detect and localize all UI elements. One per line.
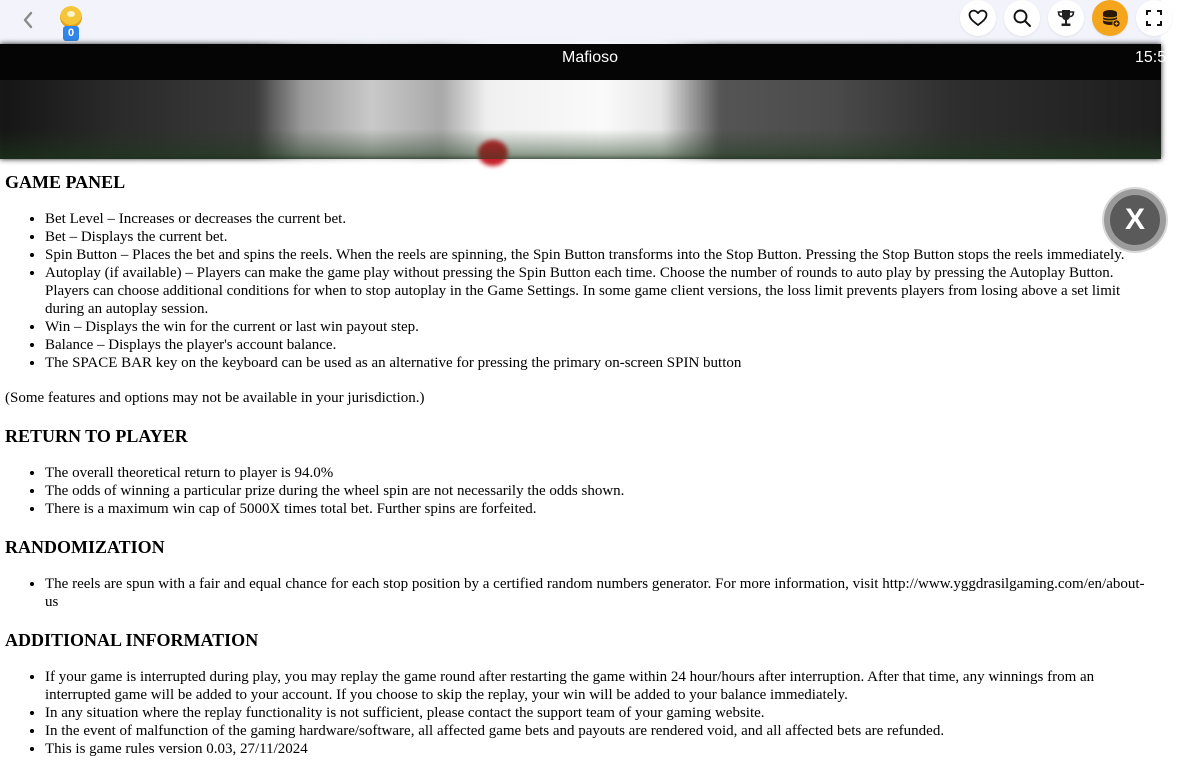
list-item: • Bet – Displays the current bet. xyxy=(45,228,1155,246)
coins-button[interactable] xyxy=(1092,0,1128,36)
list-item: • In any situation where the replay functionality is not sufficient, please contact the support team of your gaming website. xyxy=(45,704,1155,722)
list-item: • Win – Displays the win for the current or last win payout step. xyxy=(45,318,1155,336)
coin-icon xyxy=(60,6,82,28)
list-item: • If your game is interrupted during play, you may replay the game round after restarting the game within 24 hour/hours after interruption. After that time, any winnings from an interrupted game will be added to your account. If you choose to skip the replay, your win will be added to your balance immediately. xyxy=(45,668,1155,704)
section-randomization xyxy=(5,536,1155,611)
favorite-button[interactable] xyxy=(960,0,996,36)
section-return-to-player xyxy=(5,425,1155,518)
search-button[interactable] xyxy=(1004,0,1040,36)
list-item: • The overall theoretical return to player is 94.0% xyxy=(45,464,1155,482)
coin-count: 0 xyxy=(63,26,79,41)
list-item: • In the event of malfunction of the gaming hardware/software, all affected game bets and payouts are rendered void, and all affected bets are refunded. xyxy=(45,722,1155,740)
close-icon: X xyxy=(1110,195,1160,245)
top-app-bar xyxy=(0,0,1161,44)
list-item: • The odds of winning a particular prize during the wheel spin are not necessarily the odds shown. xyxy=(45,482,1155,500)
additional-list xyxy=(5,668,1155,758)
section-additional-information xyxy=(5,629,1155,758)
section-heading-rtp: RETURN TO PLAYER xyxy=(5,426,188,446)
list-item: • The reels are spun with a fair and equal chance for each stop position by a certified random numbers generator. For more information, visit http://www.yggdrasilgaming.com/en/about-us xyxy=(45,575,1155,611)
trophy-icon xyxy=(1056,8,1076,28)
section-heading-randomization: RANDOMIZATION xyxy=(5,537,165,557)
trophy-button[interactable] xyxy=(1048,0,1084,36)
section-heading-game-panel: GAME PANEL xyxy=(5,172,126,192)
list-item: • The SPACE BAR key on the keyboard can be used as an alternative for pressing the primary on-screen SPIN button xyxy=(45,354,1155,372)
back-button[interactable] xyxy=(14,6,42,34)
game-rules-document xyxy=(5,171,1155,758)
coin-balance-badge[interactable] xyxy=(56,4,86,40)
game-title: Mafioso xyxy=(561,49,619,66)
list-item: • Autoplay (if available) – Players can make the game play without pressing the Spin Button each time. Choose the number of rounds to auto play by pressing the Autoplay Button. Players can choose additional conditions for when to stop autoplay in the Game Settings. In some game client versions, the loss limit prevents players from losing above a set limit during an autoplay session. xyxy=(45,264,1155,318)
coins-icon xyxy=(1099,7,1121,29)
list-item: • This is game rules version 0.03, 27/11/2024 xyxy=(45,740,1155,758)
chevron-left-icon xyxy=(21,10,35,30)
section-heading-additional: ADDITIONAL INFORMATION xyxy=(5,630,259,650)
list-item: • Spin Button – Places the bet and spins the reels. When the reels are spinning, the Spin Button transforms into the Stop Button. Pressing the Stop Button stops the reels immediately. xyxy=(45,246,1155,264)
randomization-list xyxy=(5,575,1155,611)
game-clock: 15:5 xyxy=(1135,49,1167,66)
list-item: • Balance – Displays the player's account balance. xyxy=(45,336,1155,354)
fullscreen-icon xyxy=(1145,9,1163,27)
jurisdiction-note: (Some features and options may not be available in your jurisdiction.) xyxy=(5,390,425,406)
search-icon xyxy=(1012,8,1032,28)
fullscreen-button[interactable] xyxy=(1136,0,1172,36)
heart-icon xyxy=(968,9,988,27)
list-item: • There is a maximum win cap of 5000X times total bet. Further spins are forfeited. xyxy=(45,500,1155,518)
list-item: • Bet Level – Increases or decreases the current bet. xyxy=(45,210,1155,228)
game-preview-strip xyxy=(0,44,1167,159)
rtp-list xyxy=(5,464,1155,518)
game-panel-list xyxy=(5,210,1155,372)
